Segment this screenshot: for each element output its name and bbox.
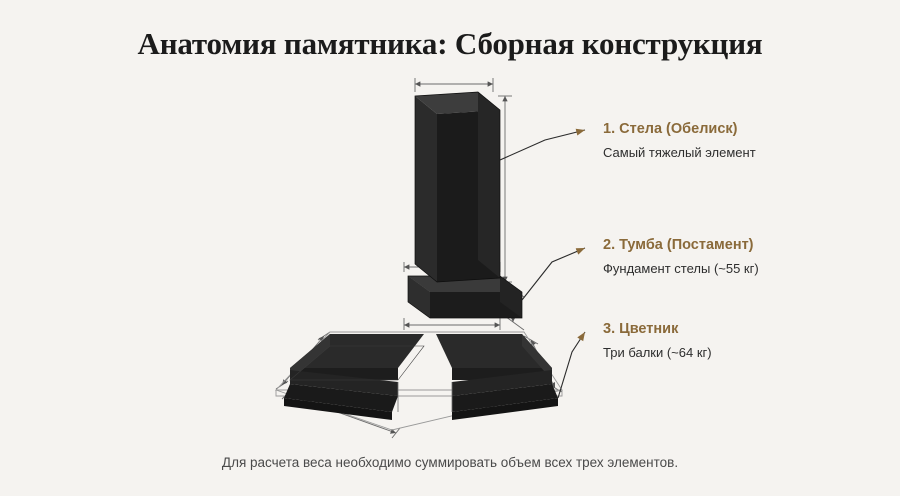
callout-tumba-desc: Фундамент стелы (~55 кг) [603,260,759,276]
callout-stela-desc: Самый тяжелый элемент [603,144,756,160]
callout-tsvetnik [603,320,712,362]
callout-tsvetnik-desc: Три балки (~64 кг) [603,344,712,360]
footnote-text: Для расчета веса необходимо суммировать объем всех трех элементов. [221,455,679,470]
callout-tumba-title: 2. Тумба (Постамент) [603,237,754,253]
callout-tsvetnik-title: 3. Цветник [603,321,679,337]
part-tsvetnik [276,332,562,430]
page-title: Анатомия памятника: Сборная конструкция [137,26,763,61]
part-stela [415,92,500,282]
part-tumba [408,276,522,318]
callout-stela [603,120,756,162]
callout-stela-title: 1. Стела (Обелиск) [603,121,738,137]
callout-tumba [603,236,759,278]
